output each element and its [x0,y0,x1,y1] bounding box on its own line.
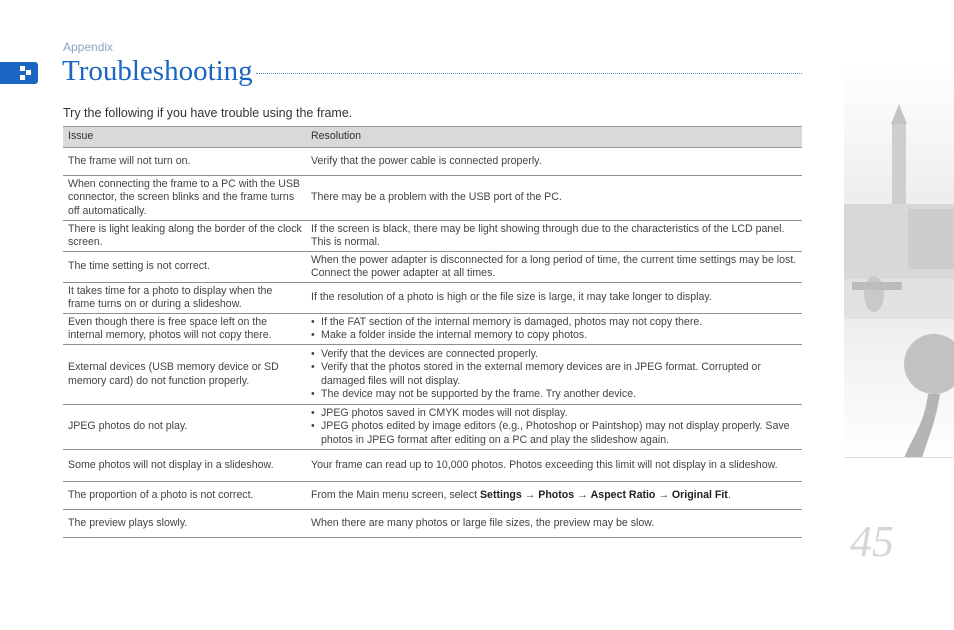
resolution-cell [306,405,802,450]
resolution-cell: There may be a problem with the USB port of the PC. [306,176,802,221]
issue-cell: JPEG photos do not play. [63,405,306,450]
issue-cell: The frame will not turn on. [63,148,306,176]
resolution-cell: If the screen is black, there may be light showing through due to the characteristics of the LCD panel. This is normal. [306,221,802,252]
issue-cell: When connecting the frame to a PC with the USB connector, the screen blinks and the frame turns off automatically. [63,176,306,221]
column-header-issue: Issue [63,127,306,148]
resolution-cell [306,345,802,405]
menu-path-aspect-ratio: Aspect Ratio [590,488,656,501]
list-item: • Verify that the photos stored in the external memory devices are in JPEG format. Corrupted or damaged files will not display. [311,361,798,388]
page-title: Troubleshooting [62,55,253,87]
resolution-cell: Verify that the power cable is connected properly. [306,148,802,176]
column-header-resolution: Resolution [306,127,802,148]
table-row [63,482,802,510]
menu-arrow: → [521,488,539,501]
section-label: Appendix [63,40,114,54]
resolution-cell [306,314,802,345]
issue-cell: The preview plays slowly. [63,510,306,538]
table-row [63,221,802,252]
menu-path-photos: Photos [538,488,575,501]
decorative-city-illustration [844,64,954,458]
issue-cell: The time setting is not correct. [63,252,306,283]
resolution-cell: Your frame can read up to 10,000 photos. Photos exceeding this limit will not display in a slideshow. [306,450,802,482]
table-row [63,176,802,221]
resolution-cell: When there are many photos or large file sizes, the preview may be slow. [306,510,802,538]
table-row [63,314,802,345]
list-item: • Verify that the devices are connected properly. [311,348,798,362]
menu-path-settings: Settings [479,488,522,501]
table-row [63,450,802,482]
issue-cell: Even though there is free space left on the internal memory, photos will not copy there. [63,314,306,345]
resolution-cell: If the resolution of a photo is high or the file size is large, it may take longer to display. [306,283,802,314]
intro-text: Try the following if you have trouble using the frame. [63,106,353,120]
list-item: • Make a folder inside the internal memory to copy photos. [311,329,798,343]
menu-arrow: → [574,488,591,501]
table-row [63,345,802,405]
menu-path-original-fit: Original Fit [671,488,728,501]
table-row [63,252,802,283]
issue-cell: Some photos will not display in a slideshow. [63,450,306,482]
resolution-cell [306,482,802,510]
table-row [63,283,802,314]
table-row [63,148,802,176]
list-item: • JPEG photos saved in CMYK modes will not display. [311,407,798,421]
list-item: • JPEG photos edited by image editors (e.g., Photoshop or Paintshop) may not display properly. Save photos in JPEG format after editing on a PC and play the slideshow again. [311,420,798,447]
resolution-cell: When the power adapter is disconnected for a long period of time, the current time settings may be lost. Connect the power adapter at all times. [306,252,802,283]
issue-cell: It takes time for a photo to display when the frame turns on or during a slideshow. [63,283,306,314]
resolution-suffix: . [727,488,731,501]
list-item: • If the FAT section of the internal memory is damaged, photos may not copy there. [311,316,798,330]
bullet-square-icon [0,62,38,84]
page-number: 45 [850,517,894,566]
issue-cell: There is light leaking along the border of the clock screen. [63,221,306,252]
list-item: • The device may not be supported by the frame. Try another device. [311,388,798,402]
issue-cell: External devices (USB memory device or SD memory card) do not function properly. [63,345,306,405]
table-row [63,510,802,538]
resolution-prefix: From the Main menu screen, select [311,488,480,501]
troubleshooting-table [63,126,802,538]
issue-cell: The proportion of a photo is not correct. [63,482,306,510]
table-header-row [63,127,802,148]
menu-arrow: → [655,488,672,501]
table-row [63,405,802,450]
title-divider [256,73,802,74]
